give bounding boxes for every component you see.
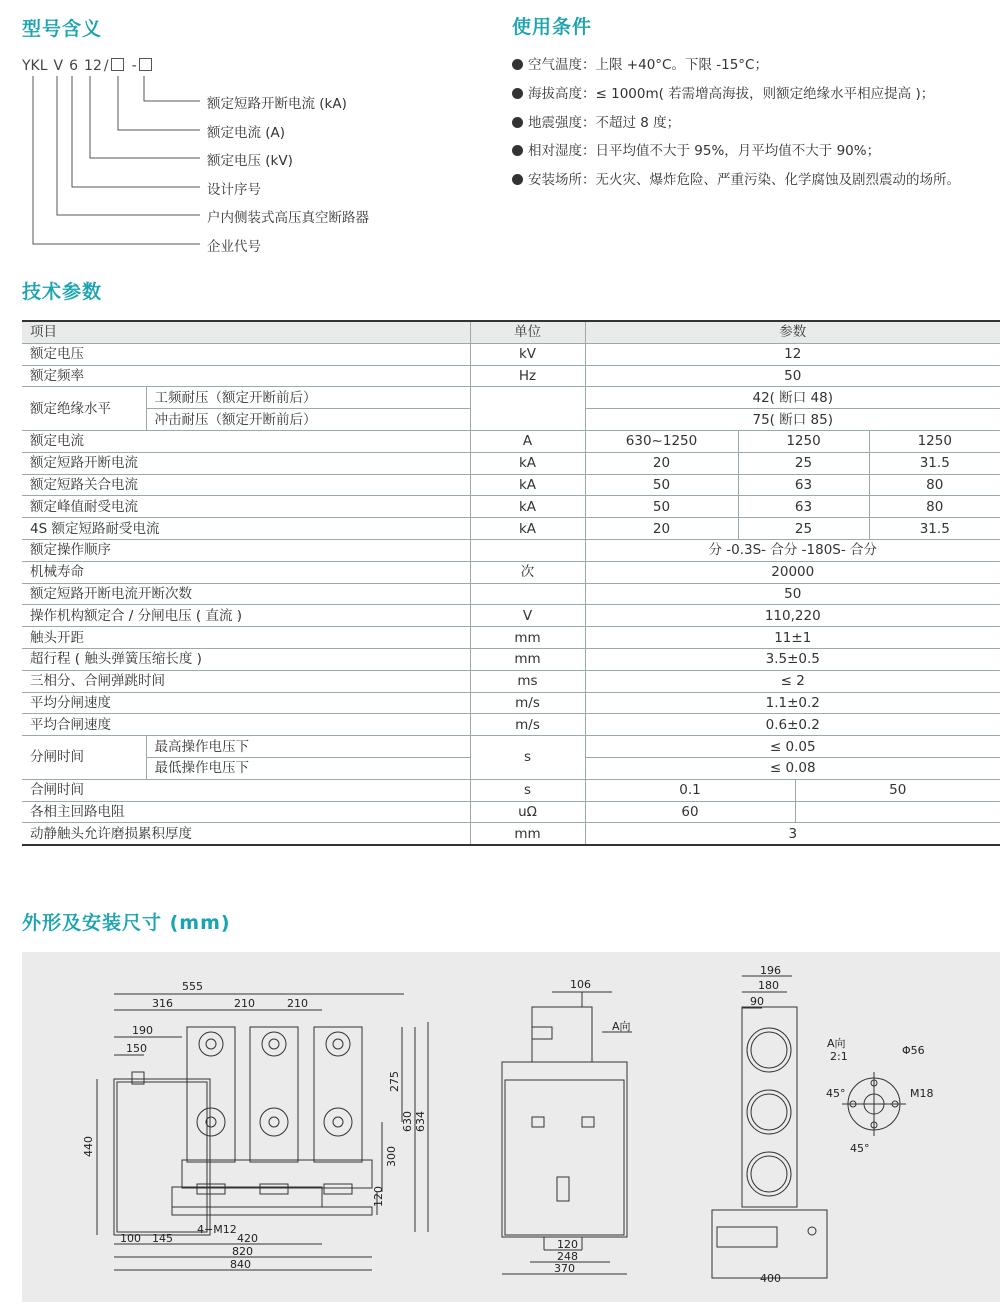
row-value: 50 bbox=[585, 496, 738, 518]
bullet-icon bbox=[512, 88, 523, 99]
params-title: 技术参数 bbox=[22, 281, 103, 303]
table-row bbox=[22, 539, 1000, 561]
row-value: 0.6±0.2 bbox=[585, 714, 1000, 736]
row-unit: mm bbox=[470, 648, 585, 670]
row-value: 50 bbox=[585, 365, 1000, 387]
row-item: 额定短路开断电流 bbox=[22, 452, 470, 474]
row-unit: kV bbox=[470, 343, 585, 365]
detail-view bbox=[842, 1072, 906, 1136]
row-value: 80 bbox=[869, 496, 1000, 518]
dim-634: 634 bbox=[414, 1111, 427, 1132]
table-row bbox=[22, 583, 1000, 605]
row-unit: kA bbox=[470, 496, 585, 518]
row-subitem: 冲击耐压（额定开断前后） bbox=[146, 409, 470, 431]
row-item: 机械寿命 bbox=[22, 561, 470, 583]
row-value: 20000 bbox=[585, 561, 1000, 583]
table-row bbox=[22, 452, 1000, 474]
row-value: 25 bbox=[738, 452, 869, 474]
legend-break: 额定短路开断电流 (kA) bbox=[207, 96, 347, 112]
row-value: 80 bbox=[869, 474, 1000, 496]
row-value: 63 bbox=[738, 496, 869, 518]
row-unit: mm bbox=[470, 823, 585, 845]
code-sep: / bbox=[103, 58, 109, 74]
legend-enterprise: 企业代号 bbox=[207, 239, 261, 255]
table-row bbox=[22, 430, 1000, 452]
row-item: 操作机构额定合 / 分闸电压 ( 直流 ) bbox=[22, 605, 470, 627]
code-dash: - bbox=[131, 58, 137, 74]
code-enterprise: YKL bbox=[22, 58, 48, 74]
row-item: 各相主回路电阻 bbox=[22, 801, 470, 823]
table-row bbox=[22, 779, 1000, 801]
row-value: 63 bbox=[738, 474, 869, 496]
dim-300: 300 bbox=[385, 1146, 398, 1167]
dim-120: 120 bbox=[372, 1186, 385, 1207]
dim-150: 150 bbox=[126, 1042, 147, 1055]
dim-820: 820 bbox=[232, 1245, 253, 1258]
table-row bbox=[22, 561, 1000, 583]
row-item: 触头开距 bbox=[22, 627, 470, 649]
row-unit: m/s bbox=[470, 714, 585, 736]
detail-angle1: 45° bbox=[826, 1087, 846, 1100]
row-item: 动静触头允许磨损累积厚度 bbox=[22, 823, 470, 845]
code-type: V bbox=[53, 58, 64, 74]
dim-555: 555 bbox=[182, 980, 203, 993]
dim-400: 400 bbox=[760, 1272, 781, 1285]
row-unit bbox=[470, 387, 585, 431]
dim-145: 145 bbox=[152, 1232, 173, 1245]
row-item: 额定绝缘水平 bbox=[22, 387, 146, 431]
detail-a-dir: A向 bbox=[827, 1037, 846, 1050]
conditions-title: 使用条件 bbox=[512, 16, 593, 38]
row-unit: ms bbox=[470, 670, 585, 692]
row-unit: m/s bbox=[470, 692, 585, 714]
table-row bbox=[22, 387, 1000, 409]
row-item: 额定短路关合电流 bbox=[22, 474, 470, 496]
table-row bbox=[22, 801, 1000, 823]
dim-275: 275 bbox=[388, 1071, 401, 1092]
row-value: 630~1250 bbox=[585, 430, 738, 452]
row-item: 分闸时间 bbox=[22, 736, 146, 780]
side-a-dir: A向 bbox=[612, 1020, 631, 1033]
dim-190: 190 bbox=[132, 1024, 153, 1037]
legend-type: 户内侧装式高压真空断路器 bbox=[207, 210, 369, 226]
row-unit: 次 bbox=[470, 561, 585, 583]
condition-text: 空气温度：上限 +40°C。下限 -15°C； bbox=[528, 57, 768, 73]
dim-248: 248 bbox=[557, 1250, 578, 1263]
row-value: 11±1 bbox=[585, 627, 1000, 649]
row-value: 50 bbox=[585, 583, 1000, 605]
condition-item bbox=[512, 139, 880, 159]
row-item: 合闸时间 bbox=[22, 779, 470, 801]
table-row bbox=[22, 627, 1000, 649]
bullet-icon bbox=[512, 59, 523, 70]
row-item: 额定电流 bbox=[22, 430, 470, 452]
row-unit: A bbox=[470, 430, 585, 452]
detail-m18: M18 bbox=[910, 1087, 934, 1100]
row-unit: s bbox=[470, 779, 585, 801]
dim-210b: 210 bbox=[287, 997, 308, 1010]
row-unit: kA bbox=[470, 474, 585, 496]
dim-m12: 4−M12 bbox=[197, 1223, 237, 1236]
row-value: 0.1 bbox=[585, 779, 795, 801]
row-value: 31.5 bbox=[869, 518, 1000, 540]
row-item: 4S 额定短路耐受电流 bbox=[22, 518, 470, 540]
detail-phi56: Φ56 bbox=[902, 1044, 925, 1057]
row-unit: kA bbox=[470, 518, 585, 540]
dim-840: 840 bbox=[230, 1258, 251, 1271]
dim-180: 180 bbox=[758, 979, 779, 992]
row-value: 20 bbox=[585, 452, 738, 474]
dim-210a: 210 bbox=[234, 997, 255, 1010]
table-row bbox=[22, 496, 1000, 518]
row-item: 超行程 ( 触头弹簧压缩长度 ) bbox=[22, 648, 470, 670]
dim-196: 196 bbox=[760, 964, 781, 977]
row-value: 3.5±0.5 bbox=[585, 648, 1000, 670]
row-unit bbox=[470, 583, 585, 605]
row-value: 12 bbox=[585, 343, 1000, 365]
dim-side-120: 120 bbox=[557, 1238, 578, 1251]
spec-table bbox=[22, 320, 1000, 846]
dims-title: 外形及安装尺寸 (mm) bbox=[22, 912, 231, 934]
dim-90: 90 bbox=[750, 995, 764, 1008]
dimension-drawings bbox=[22, 952, 1000, 1302]
detail-angle2: 45° bbox=[850, 1142, 870, 1155]
dim-316: 316 bbox=[152, 997, 173, 1010]
dim-106: 106 bbox=[570, 978, 591, 991]
dim-100: 100 bbox=[120, 1232, 141, 1245]
row-item: 平均合闸速度 bbox=[22, 714, 470, 736]
row-value: 20 bbox=[585, 518, 738, 540]
row-value: 1250 bbox=[869, 430, 1000, 452]
row-item: 额定频率 bbox=[22, 365, 470, 387]
table-row bbox=[22, 670, 1000, 692]
row-value: 分 -0.3S- 合分 -180S- 合分 bbox=[585, 539, 1000, 561]
condition-item bbox=[512, 168, 960, 188]
row-value: 1250 bbox=[738, 430, 869, 452]
dim-630: 630 bbox=[401, 1111, 414, 1132]
row-subitem: 工频耐压（额定开断前后） bbox=[146, 387, 470, 409]
legend-voltage: 额定电压 (kV) bbox=[207, 153, 293, 169]
row-subitem: 最低操作电压下 bbox=[146, 757, 470, 779]
condition-text: 海拔高度：≤ 1000m( 若需增高海拔，则额定绝缘水平相应提高 )； bbox=[528, 86, 935, 102]
condition-item bbox=[512, 82, 934, 102]
bullet-icon bbox=[512, 174, 523, 185]
top-view bbox=[712, 976, 827, 1278]
row-item: 平均分闸速度 bbox=[22, 692, 470, 714]
row-unit bbox=[470, 539, 585, 561]
bullet-icon bbox=[512, 145, 523, 156]
row-value: ≤ 2 bbox=[585, 670, 1000, 692]
header-param: 参数 bbox=[585, 321, 1000, 343]
row-value: 3 bbox=[585, 823, 1000, 845]
row-value: ≤ 0.05 bbox=[585, 736, 1000, 758]
row-value: 50 bbox=[585, 474, 738, 496]
row-unit: mm bbox=[470, 627, 585, 649]
row-value bbox=[795, 801, 1000, 823]
condition-text: 安装场所：无火灾、爆炸危险、严重污染、化学腐蚀及剧烈震动的场所。 bbox=[528, 172, 960, 188]
row-value: ≤ 0.08 bbox=[585, 757, 1000, 779]
row-value: 1.1±0.2 bbox=[585, 692, 1000, 714]
row-value: 110,220 bbox=[585, 605, 1000, 627]
table-row bbox=[22, 692, 1000, 714]
condition-text: 地震强度：不超过 8 度； bbox=[528, 115, 681, 131]
row-value: 42( 断口 48) bbox=[585, 387, 1000, 409]
row-item: 额定峰值耐受电流 bbox=[22, 496, 470, 518]
row-value: 75( 断口 85) bbox=[585, 409, 1000, 431]
side-view bbox=[502, 992, 632, 1274]
table-row bbox=[22, 736, 1000, 758]
table-header bbox=[22, 321, 1000, 343]
model-title: 型号含义 bbox=[22, 18, 103, 40]
table-row bbox=[22, 648, 1000, 670]
table-row bbox=[22, 343, 1000, 365]
table-row bbox=[22, 605, 1000, 627]
dim-440: 440 bbox=[82, 1136, 95, 1157]
code-design: 6 bbox=[69, 58, 79, 74]
dim-420: 420 bbox=[237, 1232, 258, 1245]
bullet-icon bbox=[512, 117, 523, 128]
code-voltage: 12 bbox=[84, 58, 102, 74]
condition-item bbox=[512, 53, 768, 73]
row-item: 三相分、合闸弹跳时间 bbox=[22, 670, 470, 692]
table-row bbox=[22, 518, 1000, 540]
dim-370: 370 bbox=[554, 1262, 575, 1275]
condition-item bbox=[512, 111, 680, 131]
header-unit: 单位 bbox=[470, 321, 585, 343]
row-value: 31.5 bbox=[869, 452, 1000, 474]
row-unit: s bbox=[470, 736, 585, 780]
row-value: 60 bbox=[585, 801, 795, 823]
row-value: 50 bbox=[795, 779, 1000, 801]
row-subitem: 最高操作电压下 bbox=[146, 736, 470, 758]
header-item: 项目 bbox=[22, 321, 470, 343]
table-row bbox=[22, 474, 1000, 496]
detail-scale: 2:1 bbox=[830, 1050, 848, 1063]
row-unit: kA bbox=[470, 452, 585, 474]
row-item: 额定短路开断电流开断次数 bbox=[22, 583, 470, 605]
legend-design: 设计序号 bbox=[207, 182, 261, 198]
table-row bbox=[22, 365, 1000, 387]
row-unit: Hz bbox=[470, 365, 585, 387]
legend-current: 额定电流 (A) bbox=[207, 125, 286, 141]
row-item: 额定电压 bbox=[22, 343, 470, 365]
table-row bbox=[22, 823, 1000, 845]
row-unit: uΩ bbox=[470, 801, 585, 823]
row-item: 额定操作顺序 bbox=[22, 539, 470, 561]
condition-text: 相对湿度：日平均值不大于 95%，月平均值不大于 90%； bbox=[528, 143, 881, 159]
row-value: 25 bbox=[738, 518, 869, 540]
row-unit: V bbox=[470, 605, 585, 627]
table-row bbox=[22, 714, 1000, 736]
